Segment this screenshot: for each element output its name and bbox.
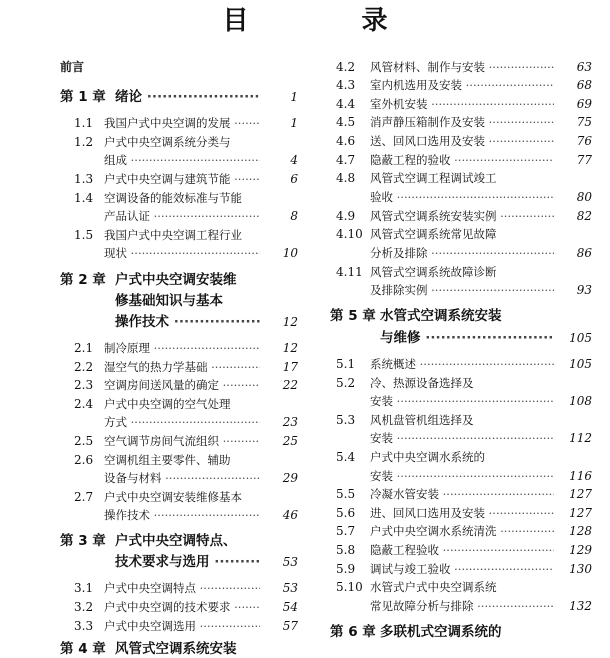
toc-entry-page: 68: [576, 78, 592, 92]
toc-entry-page: 10: [282, 246, 298, 260]
toc-entry-page: 46: [282, 508, 298, 522]
toc-entry[interactable]: [330, 623, 600, 641]
toc-entry-title: 隐蔽工程验收 ·····: [370, 541, 554, 559]
toc-entry-title: 我国户式中央空调的发展 ·····: [104, 114, 260, 132]
toc-entry-number: 4.3: [336, 78, 356, 92]
toc-entry-title: 操作技术 ·····: [104, 506, 260, 524]
toc-entry[interactable]: [330, 58, 600, 76]
toc-entry-number: 2.2: [74, 360, 94, 374]
toc-entry[interactable]: [330, 411, 600, 429]
toc-entry[interactable]: [60, 506, 310, 524]
toc-entry-title: 分析及排除 ·····: [370, 244, 554, 262]
toc-entry[interactable]: [330, 329, 600, 347]
toc-entry[interactable]: [330, 76, 600, 94]
toc-entry-page: 54: [282, 600, 298, 614]
toc-entry[interactable]: [60, 395, 310, 413]
toc-entry-page: 116: [569, 469, 592, 483]
toc-entry[interactable]: [60, 598, 310, 616]
toc-entry-title: 送、回风口选用及安装 ·····: [370, 132, 554, 150]
toc-entry-title: 技术要求与选用 ·····: [115, 553, 260, 571]
toc-entry-title: 户式中央空调特点、: [115, 533, 237, 549]
toc-entry[interactable]: [60, 170, 310, 188]
toc-entry[interactable]: [60, 358, 310, 376]
toc-entry-title: 设备与材料 ·····: [104, 469, 260, 487]
toc-entry-number: 5.5: [336, 487, 356, 501]
toc-entry-number: 2.6: [74, 453, 94, 467]
toc-entry-number: 4.9: [336, 209, 356, 223]
toc-entry[interactable]: [60, 640, 310, 658]
toc-entry-title: 冷、热源设备选择及: [370, 376, 474, 390]
toc-entry[interactable]: [330, 467, 600, 485]
toc-entry-number: 第 6 章: [330, 624, 376, 640]
toc-entry-title: 现状 ·····: [104, 244, 260, 262]
toc-entry-page: 129: [569, 543, 592, 557]
toc-entry[interactable]: [330, 374, 600, 392]
toc-entry-number: 3.1: [74, 581, 94, 595]
toc-entry-number: 1.5: [74, 228, 94, 242]
toc-entry-number: 4.10: [336, 227, 363, 241]
toc-entry-title: 空气调节房间气流组织 ·····: [104, 432, 260, 450]
toc-entry[interactable]: [60, 88, 310, 106]
toc-entry-page: 12: [282, 315, 298, 329]
toc-entry[interactable]: [330, 541, 600, 559]
toc-entry-number: 4.8: [336, 171, 356, 185]
toc-entry[interactable]: [60, 189, 310, 207]
toc-entry[interactable]: [330, 132, 600, 150]
toc-entry[interactable]: [60, 413, 310, 431]
toc-entry[interactable]: [60, 451, 310, 469]
toc-entry-number: 2.5: [74, 434, 94, 448]
toc-entry-page: 132: [569, 599, 592, 613]
toc-entry-number: 1.1: [74, 116, 94, 130]
toc-entry-title: 前言: [60, 60, 85, 74]
toc-entry[interactable]: [330, 263, 600, 281]
toc-entry[interactable]: [60, 376, 310, 394]
toc-entry-title: 安装 ·····: [370, 392, 554, 410]
toc-entry[interactable]: [330, 429, 600, 447]
toc-entry-title: 户式中央空调的技术要求 ·····: [104, 598, 260, 616]
toc-entry-page: 22: [282, 378, 298, 392]
toc-entry[interactable]: [60, 244, 310, 262]
toc-entry[interactable]: [330, 560, 600, 578]
toc-entry[interactable]: [60, 469, 310, 487]
toc-entry-page: 93: [576, 283, 592, 297]
toc-entry-title: 组成 ·····: [104, 151, 260, 169]
toc-entry-title: 制冷原理 ·····: [104, 339, 260, 357]
toc-entry-number: 第 4 章: [60, 641, 106, 657]
toc-entry-number: 4.7: [336, 153, 356, 167]
toc-entry-page: 69: [576, 97, 592, 111]
toc-entry-number: 5.6: [336, 506, 356, 520]
toc-entry[interactable]: [60, 579, 310, 597]
toc-entry-title: 水管式空调系统安装: [380, 308, 502, 324]
toc-entry-number: 4.2: [336, 60, 356, 74]
toc-entry-title: 常见故障分析与排除 ·····: [370, 597, 554, 615]
toc-entry-number: 第 5 章: [330, 308, 376, 324]
toc-entry-title: 室外机安装 ·····: [370, 95, 554, 113]
toc-entry-number: 2.3: [74, 378, 94, 392]
page-title: 目 录: [222, 6, 440, 36]
toc-entry[interactable]: [60, 532, 310, 550]
toc-entry[interactable]: [60, 271, 310, 289]
toc-entry-page: 80: [576, 190, 592, 204]
toc-entry[interactable]: [330, 504, 600, 522]
toc-entry[interactable]: [330, 281, 600, 299]
toc-entry-title: 户式中央空调系统分类与: [104, 135, 231, 149]
toc-entry-page: 1: [290, 116, 298, 130]
toc-entry[interactable]: [60, 432, 310, 450]
toc-entry-title: 室内机选用及安装 ·····: [370, 76, 554, 94]
toc-entry-number: 2.4: [74, 397, 94, 411]
toc-entry[interactable]: [330, 151, 600, 169]
toc-entry-page: 53: [282, 581, 298, 595]
toc-entry[interactable]: [60, 313, 310, 331]
toc-entry-title: 安装 ·····: [370, 429, 554, 447]
toc-entry-title: 空调机组主要零件、辅助: [104, 453, 231, 467]
toc-entry-page: 105: [569, 357, 592, 371]
toc-entry-number: 1.2: [74, 135, 94, 149]
toc-entry[interactable]: [330, 225, 600, 243]
toc-entry-title: 进、回风口选用及安装 ·····: [370, 504, 554, 522]
toc-entry-page: 17: [282, 360, 298, 374]
toc-entry[interactable]: [60, 151, 310, 169]
toc-entry-page: 23: [282, 415, 298, 429]
toc-entry-title: 与维修 ·····: [380, 329, 554, 347]
toc-entry[interactable]: [330, 522, 600, 540]
toc-entry-page: 4: [290, 153, 298, 167]
toc-entry-title: 户式中央空调安装维修基本: [104, 490, 242, 504]
toc-entry-page: 128: [569, 524, 592, 538]
toc-entry-number: 第 3 章: [60, 533, 106, 549]
toc-entry[interactable]: [60, 133, 310, 151]
toc-entry[interactable]: [330, 188, 600, 206]
toc-entry[interactable]: [60, 207, 310, 225]
toc-entry-number: 3.2: [74, 600, 94, 614]
toc-entry[interactable]: [60, 488, 310, 506]
toc-entry-title: 系统概述 ·····: [370, 355, 554, 373]
toc-entry[interactable]: [330, 169, 600, 187]
toc-entry-number: 5.3: [336, 413, 356, 427]
toc-entry-number: 5.4: [336, 450, 356, 464]
toc-entry-title: 户式中央空调水系统清洗 ·····: [370, 522, 554, 540]
toc-entry[interactable]: [330, 448, 600, 466]
toc-entry-page: 112: [569, 431, 592, 445]
toc-entry[interactable]: [330, 113, 600, 131]
toc-entry-number: 2.7: [74, 490, 94, 504]
toc-entry-page: 130: [569, 562, 592, 576]
toc-entry-page: 6: [290, 172, 298, 186]
toc-entry-title: 风管式空调系统安装实例 ·····: [370, 207, 554, 225]
toc-entry-number: 5.1: [336, 357, 356, 371]
toc-entry[interactable]: [60, 339, 310, 357]
toc-entry-title: 户式中央空调特点 ·····: [104, 579, 260, 597]
toc-entry[interactable]: [60, 226, 310, 244]
toc-entry-page: 53: [282, 555, 298, 569]
toc-entry-title: 空调房间送风量的确定 ·····: [104, 376, 260, 394]
toc-entry[interactable]: [330, 355, 600, 373]
toc-entry-number: 4.6: [336, 134, 356, 148]
toc-entry-title: 及排除实例 ·····: [370, 281, 554, 299]
toc-entry[interactable]: [330, 207, 600, 225]
toc-entry-page: 105: [569, 331, 592, 345]
toc-entry-page: 75: [576, 115, 592, 129]
toc-entry-title: 风管式空调系统安装: [115, 641, 237, 657]
toc-entry-title: 隐蔽工程的验收 ·····: [370, 151, 554, 169]
toc-entry-title: 户式中央空调与建筑节能 ·····: [104, 170, 260, 188]
toc-entry-page: 76: [576, 134, 592, 148]
toc-entry-title: 绪论 ·····: [115, 88, 260, 106]
toc-entry-page: 8: [290, 209, 298, 223]
toc-entry-title: 户式中央空调选用 ·····: [104, 617, 260, 635]
toc-entry-title: 修基础知识与基本: [115, 293, 223, 309]
toc-entry-title: 风管式空调工程调试竣工: [370, 171, 497, 185]
toc-entry-page: 108: [569, 394, 592, 408]
toc-entry-title: 风机盘管机组选择及: [370, 413, 474, 427]
toc-entry-page: 63: [576, 60, 592, 74]
toc-entry-page: 12: [282, 341, 298, 355]
toc-entry-title: 验收 ·····: [370, 188, 554, 206]
toc-entry-number: 3.3: [74, 619, 94, 633]
toc-entry[interactable]: [60, 58, 310, 76]
toc-entry-page: 77: [576, 153, 592, 167]
toc-entry-page: 127: [569, 487, 592, 501]
toc-entry-number: 4.5: [336, 115, 356, 129]
toc-entry[interactable]: [330, 392, 600, 410]
toc-entry-title: 水管式户式中央空调系统: [370, 580, 497, 594]
toc-entry-number: 1.3: [74, 172, 94, 186]
toc-entry-number: 5.9: [336, 562, 356, 576]
toc-entry-number: 4.11: [336, 265, 363, 279]
toc-entry-number: 4.4: [336, 97, 356, 111]
toc-entry-title: 产品认证 ·····: [104, 207, 260, 225]
toc-entry-number: 5.7: [336, 524, 356, 538]
toc-entry-number: 5.2: [336, 376, 356, 390]
toc-entry-number: 1.4: [74, 191, 94, 205]
toc-entry-title: 冷凝水管安装 ·····: [370, 485, 554, 503]
toc-entry-number: 5.10: [336, 580, 363, 594]
toc-entry[interactable]: [60, 553, 310, 571]
toc-entry-page: 86: [576, 246, 592, 260]
toc-entry-title: 多联机式空调系统的: [380, 624, 502, 640]
toc-entry-page: 57: [282, 619, 298, 633]
toc-entry-title: 风管材料、制作与安装 ·····: [370, 58, 554, 76]
toc-entry[interactable]: [60, 617, 310, 635]
toc-entry-title: 户式中央空调安装维: [115, 272, 237, 288]
toc-entry-title: 安装 ·····: [370, 467, 554, 485]
toc-entry-number: 第 1 章: [60, 89, 106, 105]
toc-entry-page: 82: [576, 209, 592, 223]
toc-entry-title: 户式中央空调水系统的: [370, 450, 485, 464]
toc-entry-title: 户式中央空调的空气处理: [104, 397, 231, 411]
toc-entry-page: 29: [282, 471, 298, 485]
toc-entry-title: 我国户式中央空调工程行业: [104, 228, 242, 242]
toc-entry[interactable]: [330, 307, 600, 325]
toc-entry-page: 1: [290, 90, 298, 104]
toc-entry[interactable]: [60, 292, 310, 310]
toc-entry[interactable]: [330, 244, 600, 262]
toc-entry[interactable]: [60, 114, 310, 132]
toc-entry[interactable]: [330, 597, 600, 615]
toc-entry-title: 操作技术 ·····: [115, 313, 260, 331]
toc-entry[interactable]: [330, 95, 600, 113]
toc-entry-title: 调试与竣工验收 ·····: [370, 560, 554, 578]
toc-entry-title: 消声静压箱制作及安装 ·····: [370, 113, 554, 131]
toc-entry-page: 25: [282, 434, 298, 448]
toc-entry-number: 第 2 章: [60, 272, 106, 288]
toc-entry-title: 风管式空调系统故障诊断: [370, 265, 497, 279]
toc-entry-number: 5.8: [336, 543, 356, 557]
toc-entry-title: 风管式空调系统常见故障: [370, 227, 497, 241]
toc-entry-number: 2.1: [74, 341, 94, 355]
toc-entry-title: 湿空气的热力学基础 ·····: [104, 358, 260, 376]
toc-entry-title: 方式 ·····: [104, 413, 260, 431]
toc-entry-page: 127: [569, 506, 592, 520]
toc-entry-title: 空调设备的能效标准与节能: [104, 191, 242, 205]
toc-entry[interactable]: [330, 485, 600, 503]
toc-entry[interactable]: [330, 578, 600, 596]
